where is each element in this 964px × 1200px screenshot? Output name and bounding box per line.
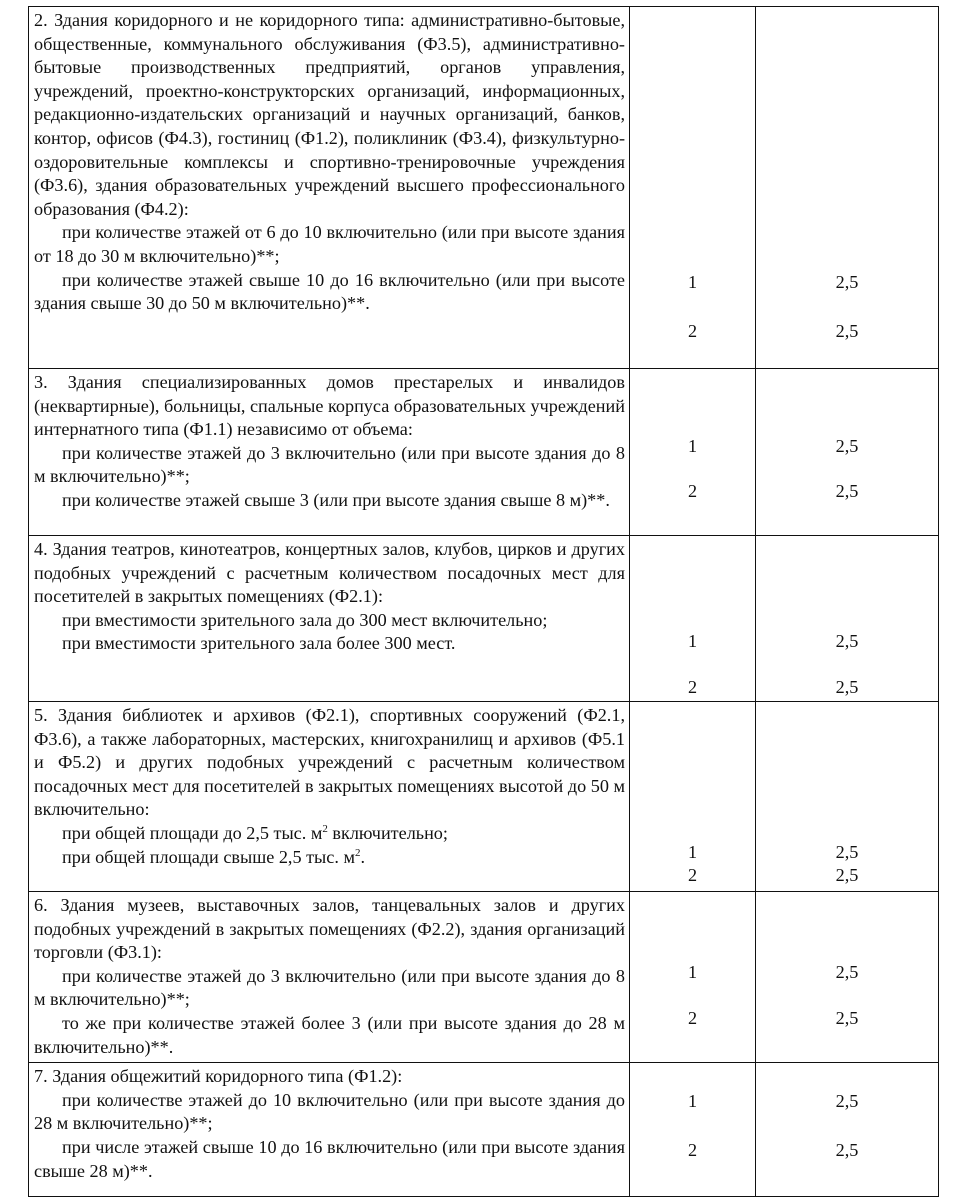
column-2-value: 2 (687, 321, 698, 341)
row-item: при количестве этажей до 10 включительно (или при высоте здания до 28 м включительно)**; (34, 1089, 625, 1134)
column-3-value: 2,5 (835, 865, 859, 885)
row-intro: 2. Здания коридорного и не коридорного типа: административно-бытовые, общественные, коммунального обслуживания (Ф3.5), административно-бытовые производственных предприятий, органов управления, учреждений, проектно-конструкторских организаций, информационных, редакционно-издательских организаций и научных организаций, банков, контор, офисов (Ф4.3), гостиниц (Ф1.2), поликлиник (Ф3.4), физкультурно-оздоровительные комплексы и спортивно-тренировочные учреждения (Ф3.6), здания образовательных учреждений высшего профессионального образования (Ф4.2): (34, 10, 625, 219)
row-intro: 6. Здания музеев, выставочных залов, танцевальных залов и других подобных учреждений в закрытых помещениях (Ф2.2), здания организаций торговли (Ф3.1): (34, 895, 625, 963)
column-3-value: 2,5 (835, 631, 859, 651)
superscript: 2 (354, 846, 361, 859)
column-3-value: 2,5 (835, 1140, 859, 1161)
column-3-value: 2,5 (835, 1091, 859, 1112)
column-3-value: 2,5 (835, 436, 859, 456)
row-item-text: включительно; (327, 822, 448, 843)
row-item (34, 846, 625, 870)
column-3-cell (756, 892, 939, 1063)
row-item: при числе этажей свыше 10 до 16 включительно (или при высоте здания свыше 28 м)**. (34, 1136, 625, 1181)
column-3-cell (756, 7, 939, 369)
column-2-value: 1 (687, 631, 698, 651)
row-item (34, 822, 625, 846)
column-2-value: 2 (687, 677, 698, 697)
column-3-value: 2,5 (835, 321, 859, 341)
column-2-value: 2 (687, 865, 698, 885)
column-2-cell (630, 369, 756, 536)
row-description (29, 702, 630, 892)
row-item: при количестве этажей от 6 до 10 включительно (или при высоте здания от 18 до 30 м включительно)**; (34, 222, 625, 266)
row-description (29, 536, 630, 702)
column-3-cell (756, 536, 939, 702)
column-2-value: 1 (687, 842, 698, 862)
column-2-value: 1 (687, 962, 698, 982)
column-3-value: 2,5 (835, 962, 859, 982)
column-3-value: 2,5 (835, 481, 859, 501)
row-item-text: при общей площади до 2,5 тыс. м (62, 822, 323, 843)
column-3-value: 2,5 (835, 677, 859, 697)
row-item-text: при общей площади свыше 2,5 тыс. м (62, 846, 355, 867)
table-row (29, 892, 939, 1063)
column-3-value: 2,5 (835, 842, 859, 862)
row-intro: 5. Здания библиотек и архивов (Ф2.1), спортивных сооружений (Ф2.1, Ф3.6), а также лабораторных, мастерских, книгохранилищ и архивов (Ф5.1 и Ф5.2) и других подобных учреждений с расчетным количеством посадочных мест для посетителей в закрытых помещениях высотой до 50 м включительно: (34, 705, 625, 820)
row-item: при количестве этажей до 3 включительно (или при высоте здания до 8 м включительно)**; (34, 965, 625, 1010)
column-2-cell (630, 7, 756, 369)
row-description (29, 369, 630, 536)
column-2-value: 1 (687, 436, 698, 456)
column-2-value: 2 (687, 1008, 698, 1028)
row-intro: 4. Здания театров, кинотеатров, концертных залов, клубов, цирков и других подобных учреждений с расчетным количеством посадочных мест для посетителей в закрытых помещениях (Ф2.1): (34, 539, 625, 607)
superscript: 2 (322, 822, 328, 835)
table-row (29, 369, 939, 536)
column-2-value: 2 (687, 481, 698, 501)
column-3-cell (756, 702, 939, 892)
table-row (29, 536, 939, 702)
column-2-cell (630, 536, 756, 702)
row-item: при количестве этажей свыше 10 до 16 включительно (или при высоте здания свыше 30 до 50 м включительно)**. (34, 269, 625, 314)
column-2-value: 1 (687, 1091, 698, 1112)
table-row (29, 702, 939, 892)
table-row (29, 1063, 939, 1197)
column-2-cell (630, 1063, 756, 1197)
column-3-cell (756, 369, 939, 536)
column-3-cell (756, 1063, 939, 1197)
row-intro: 3. Здания специализированных домов престарелых и инвалидов (неквартирные), больницы, спальные корпуса образовательных учреждений интернатного типа (Ф1.1) независимо от объема: (34, 372, 625, 440)
column-2-cell (630, 702, 756, 892)
row-description (29, 892, 630, 1063)
row-item: при количестве этажей до 3 включительно (или при высоте здания до 8 м включительно)**; (34, 442, 625, 487)
row-item-text: . (360, 846, 366, 867)
column-3-value: 2,5 (835, 1008, 859, 1028)
row-item: при количестве этажей свыше 3 (или при высоте здания свыше 8 м)**. (62, 489, 610, 510)
table-row (29, 7, 939, 369)
row-description (29, 7, 630, 369)
norms-table (28, 6, 939, 1197)
row-item: при вместимости зрительного зала более 300 мест. (62, 633, 456, 654)
row-description (29, 1063, 630, 1197)
column-3-value: 2,5 (835, 272, 859, 292)
row-item: при вместимости зрительного зала до 300 мест включительно; (62, 609, 548, 630)
row-intro: 7. Здания общежитий коридорного типа (Ф1.2): (34, 1066, 403, 1087)
column-2-value: 1 (687, 272, 698, 292)
column-2-value: 2 (687, 1140, 698, 1161)
row-item: то же при количестве этажей более 3 (или при высоте здания до 28 м включительно)**. (34, 1012, 625, 1057)
column-2-cell (630, 892, 756, 1063)
